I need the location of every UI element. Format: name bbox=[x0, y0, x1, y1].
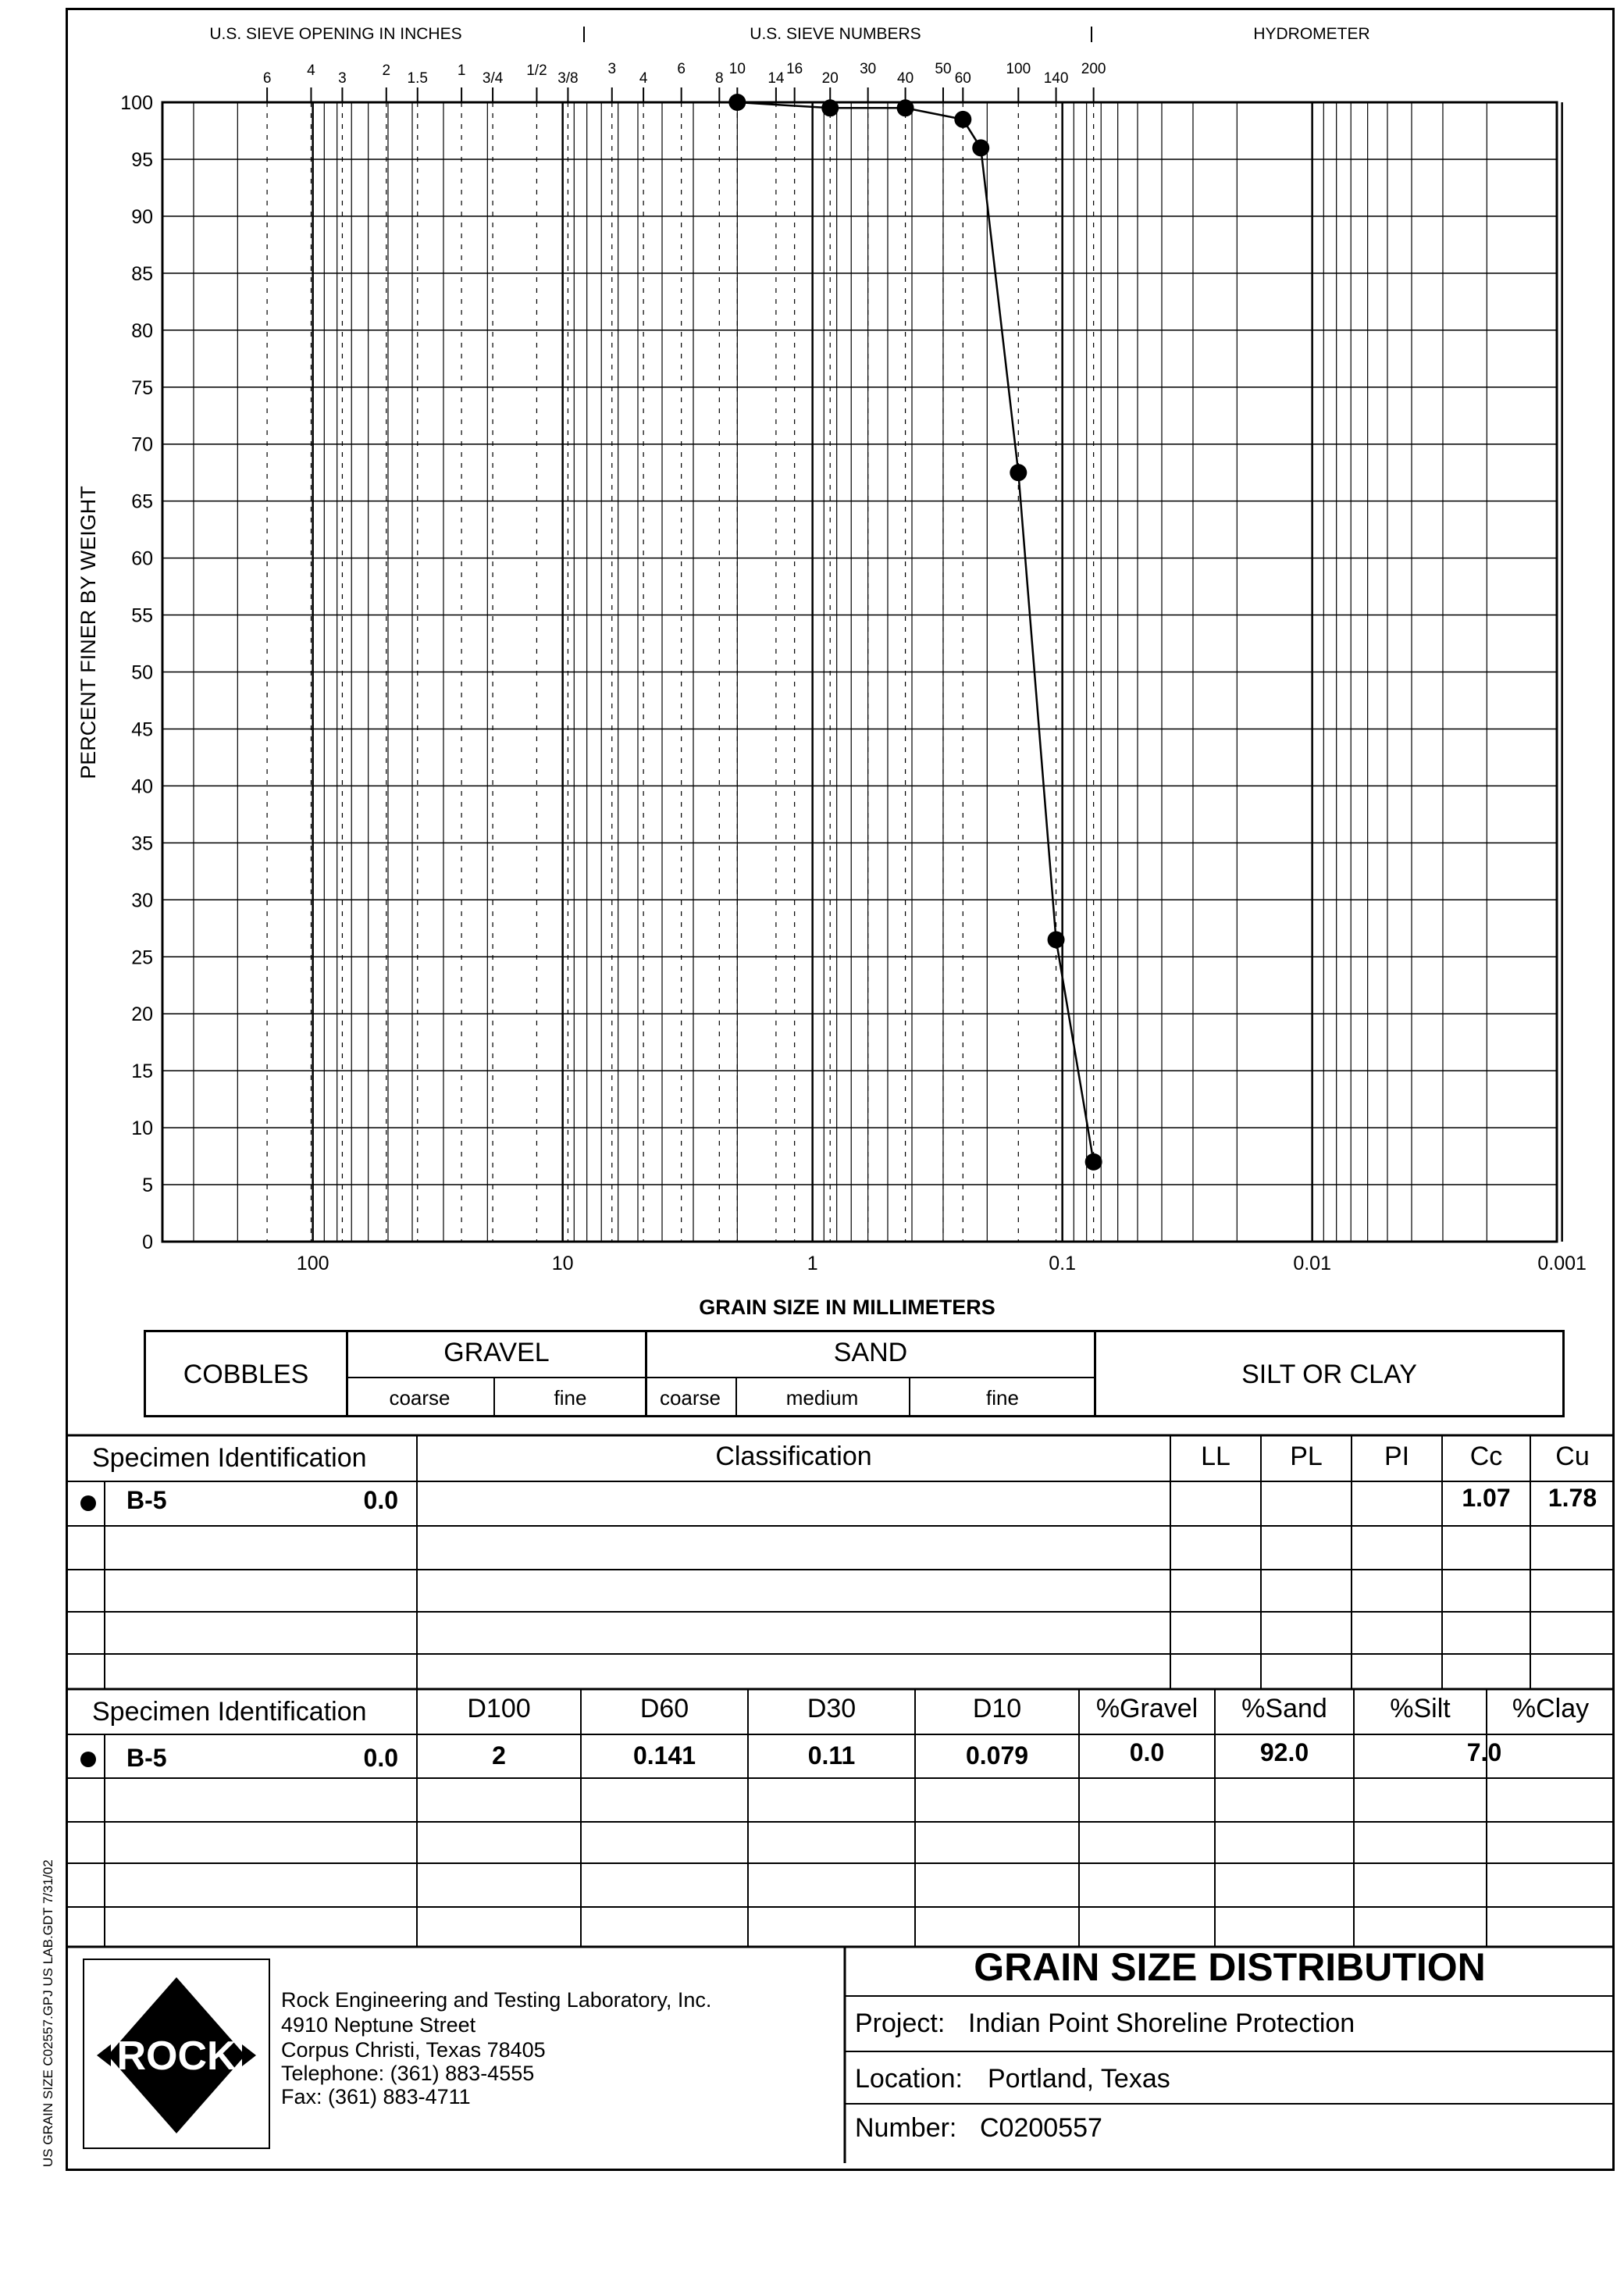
y-tick-label: 85 bbox=[131, 262, 153, 285]
sand-label: SAND bbox=[833, 1338, 908, 1367]
cobbles-label: COBBLES bbox=[183, 1360, 309, 1389]
y-tick-label: 90 bbox=[131, 205, 153, 228]
sieve-inch-label: 3/4 bbox=[482, 70, 504, 87]
t1-header-pi: PI bbox=[1384, 1442, 1410, 1471]
y-tick-label: 45 bbox=[131, 718, 153, 741]
rock-logo bbox=[92, 1974, 261, 2137]
y-tick-label: 55 bbox=[131, 604, 153, 627]
side-file-note: US GRAIN SIZE C02557.GPJ US LAB.GDT 7/31/02 bbox=[41, 1859, 55, 2167]
t1-header-cc: Cc bbox=[1469, 1442, 1503, 1471]
t1-header-specimen: Specimen Identification bbox=[92, 1443, 367, 1473]
y-tick-label: 80 bbox=[131, 319, 153, 342]
t2-d100-value: 2 bbox=[492, 1741, 506, 1770]
lab-name: Rock Engineering and Testing Laboratory, Inc. bbox=[281, 1988, 712, 2012]
t2-header-specimen: Specimen Identification bbox=[92, 1697, 367, 1727]
x-axis-label: GRAIN SIZE IN MILLIMETERS bbox=[699, 1296, 995, 1319]
project-value: Indian Point Shoreline Protection bbox=[968, 2008, 1355, 2038]
y-tick-label: 25 bbox=[131, 946, 153, 969]
sieve-inch-label: 3/8 bbox=[557, 70, 579, 87]
gravel-label: GRAVEL bbox=[443, 1338, 550, 1367]
sieve-number-label: 30 bbox=[860, 61, 877, 77]
sieve-number-label: 8 bbox=[715, 70, 724, 87]
location-label: Location: bbox=[855, 2064, 963, 2094]
t2-header-gravel: %Gravel bbox=[1095, 1694, 1198, 1723]
sieve-inches-title: U.S. SIEVE OPENING IN INCHES bbox=[209, 25, 462, 43]
y-tick-label: 60 bbox=[131, 547, 153, 570]
y-tick-label: 35 bbox=[131, 832, 153, 855]
lab-address-2: Corpus Christi, Texas 78405 bbox=[281, 2038, 546, 2062]
lab-telephone: Telephone: (361) 883-4555 bbox=[281, 2062, 535, 2085]
x-tick-label: 0.1 bbox=[1049, 1253, 1077, 1274]
lab-fax: Fax: (361) 883-4711 bbox=[281, 2085, 471, 2108]
sieve-number-label: 4 bbox=[639, 70, 648, 87]
logo-text: ROCK bbox=[116, 2033, 237, 2079]
sieve-inch-label: 4 bbox=[307, 62, 315, 79]
gravel-fine-label: fine bbox=[554, 1386, 587, 1410]
sieve-number-label: 140 bbox=[1043, 70, 1069, 87]
y-tick-label: 15 bbox=[131, 1060, 153, 1083]
t1-specimen-depth: 0.0 bbox=[363, 1486, 398, 1514]
sieve-number-label: 20 bbox=[821, 70, 839, 87]
hydrometer-title: HYDROMETER bbox=[1253, 25, 1370, 43]
sieve-number-label: 60 bbox=[954, 70, 971, 87]
sand-coarse-label: coarse bbox=[659, 1386, 721, 1410]
x-tick-label: 1 bbox=[807, 1253, 818, 1274]
sieve-number-label: 10 bbox=[728, 61, 746, 77]
sieve-number-label: 40 bbox=[897, 70, 914, 87]
logo-right-arrow bbox=[242, 2044, 256, 2066]
gravel-coarse-label: coarse bbox=[389, 1386, 451, 1410]
t1-header-cu: Cu bbox=[1555, 1442, 1590, 1471]
sieve-inch-label: 6 bbox=[262, 70, 272, 87]
t1-cc-value: 1.07 bbox=[1462, 1484, 1511, 1512]
lab-address-1: 4910 Neptune Street bbox=[281, 2013, 476, 2037]
sieve-number-label: 14 bbox=[767, 70, 785, 87]
number-label: Number: bbox=[855, 2113, 957, 2143]
sieve-number-label: 6 bbox=[677, 61, 686, 77]
sieve-number-label: 16 bbox=[786, 61, 803, 77]
t2-header-d10: D10 bbox=[972, 1694, 1022, 1723]
t2-row-marker bbox=[80, 1752, 96, 1767]
sieve-inch-label: 1.5 bbox=[407, 70, 428, 87]
sieve-inch-label: 3 bbox=[338, 70, 347, 87]
y-tick-label: 40 bbox=[131, 775, 153, 798]
sieve-inch-label: 1 bbox=[457, 62, 466, 79]
sieve-number-label: 3 bbox=[607, 61, 617, 77]
sieve-numbers-title: U.S. SIEVE NUMBERS bbox=[750, 25, 921, 43]
y-tick-label: 75 bbox=[131, 376, 153, 399]
t2-d60-value: 0.141 bbox=[632, 1741, 696, 1770]
y-tick-label: 70 bbox=[131, 433, 153, 456]
t2-silt-clay-value: 7.0 bbox=[1466, 1738, 1502, 1766]
sieve-inch-label: 2 bbox=[382, 62, 391, 79]
y-tick-label: 20 bbox=[131, 1003, 153, 1026]
y-tick-label: 5 bbox=[142, 1174, 153, 1197]
y-tick-label: 65 bbox=[131, 490, 153, 513]
t2-sand-value: 92.0 bbox=[1259, 1738, 1309, 1766]
t2-header-d100: D100 bbox=[467, 1694, 531, 1723]
x-tick-label: 10 bbox=[551, 1253, 574, 1274]
x-tick-label: 0.01 bbox=[1293, 1253, 1331, 1274]
t2-specimen-depth: 0.0 bbox=[363, 1744, 398, 1772]
sand-fine-label: fine bbox=[986, 1386, 1019, 1410]
project-label: Project: bbox=[855, 2008, 946, 2038]
number-value: C0200557 bbox=[980, 2113, 1102, 2143]
y-tick-label: 10 bbox=[131, 1117, 153, 1140]
t2-specimen-id: B-5 bbox=[126, 1744, 167, 1772]
sieve-inch-label: 1/2 bbox=[526, 62, 547, 79]
t2-header-sand: %Sand bbox=[1241, 1694, 1327, 1723]
t2-d10-value: 0.079 bbox=[965, 1741, 1029, 1770]
sieve-number-label: 100 bbox=[1006, 61, 1031, 77]
t2-header-d60: D60 bbox=[639, 1694, 689, 1723]
t1-header-classification: Classification bbox=[715, 1442, 872, 1471]
y-tick-label: 0 bbox=[142, 1231, 153, 1253]
x-tick-label: 100 bbox=[296, 1253, 329, 1274]
sieve-number-label: 200 bbox=[1081, 61, 1106, 77]
logo-left-arrow bbox=[97, 2044, 111, 2066]
t1-row-marker bbox=[80, 1495, 96, 1511]
t2-header-clay: %Clay bbox=[1512, 1694, 1590, 1723]
t1-specimen-id: B-5 bbox=[126, 1486, 167, 1514]
sand-medium-label: medium bbox=[785, 1386, 859, 1410]
y-tick-label: 100 bbox=[120, 92, 153, 114]
y-tick-label: 95 bbox=[131, 148, 153, 171]
t1-cu-value: 1.78 bbox=[1547, 1484, 1597, 1512]
t1-header-pl: PL bbox=[1290, 1442, 1323, 1471]
y-axis-label: PERCENT FINER BY WEIGHT bbox=[77, 486, 100, 779]
y-tick-label: 30 bbox=[131, 889, 153, 912]
y-tick-label: 50 bbox=[131, 661, 153, 684]
t1-header-ll: LL bbox=[1201, 1442, 1230, 1471]
t2-d30-value: 0.11 bbox=[807, 1741, 856, 1770]
t2-header-silt: %Silt bbox=[1390, 1694, 1451, 1723]
location-value: Portland, Texas bbox=[988, 2064, 1170, 2094]
report-title: GRAIN SIZE DISTRIBUTION bbox=[974, 1945, 1486, 1989]
x-tick-label: 0.001 bbox=[1537, 1253, 1587, 1274]
t2-gravel-value: 0.0 bbox=[1129, 1738, 1165, 1766]
silt-clay-label: SILT OR CLAY bbox=[1241, 1360, 1417, 1389]
t2-header-d30: D30 bbox=[807, 1694, 857, 1723]
sieve-number-label: 50 bbox=[935, 61, 952, 77]
